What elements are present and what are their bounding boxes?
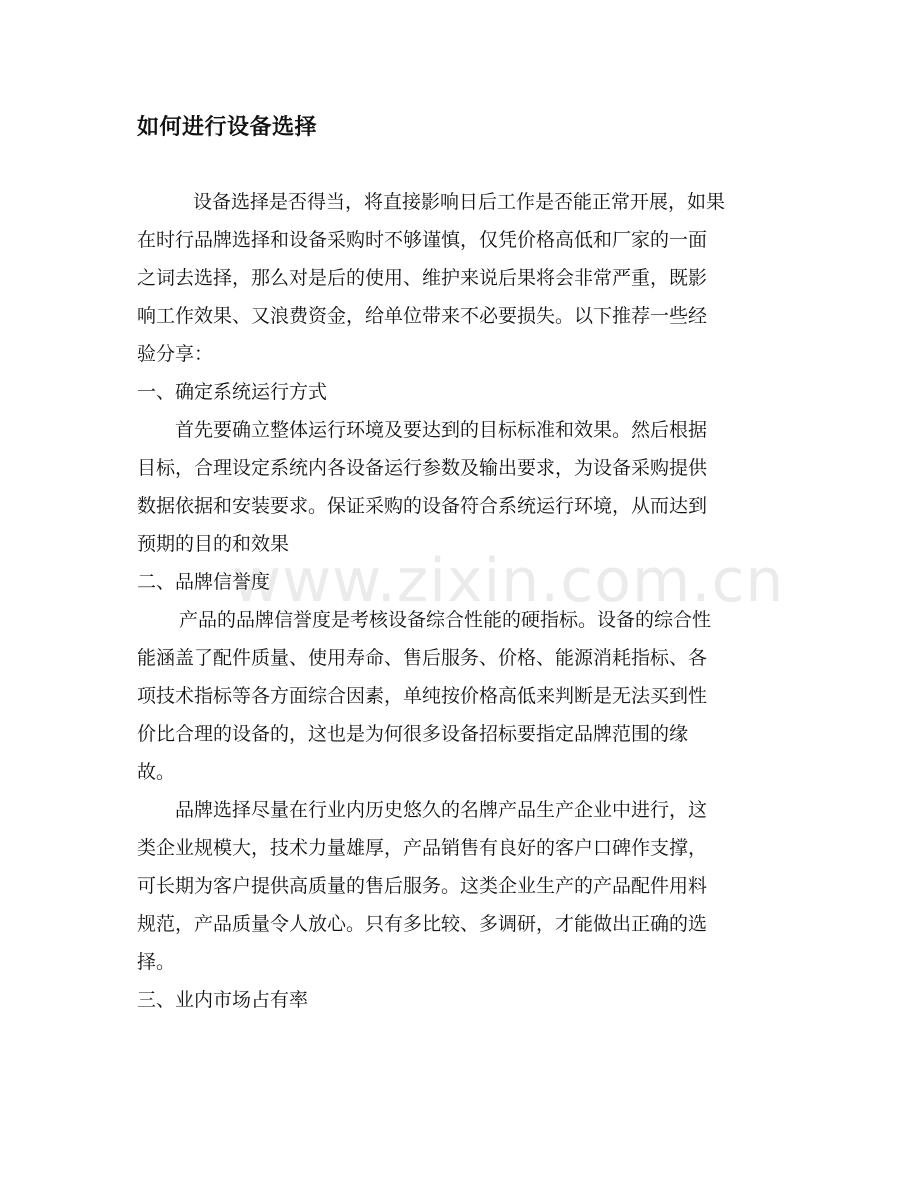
section-heading: 二、品牌信誉度 — [137, 571, 271, 593]
text-line: 验分享： — [137, 343, 214, 365]
text-line: 设备选择是否得当，将直接影响日后工作是否能正常开展，如果 — [193, 191, 726, 213]
text-line: 价比合理的设备的，这也是为何很多设备招标要指定品牌范围的缘 — [137, 723, 689, 745]
text-line: 目标，合理设定系统内各设备运行参数及输出要求，为设备采购提供 — [137, 457, 708, 479]
text-line: 响工作效果、又浪费资金，给单位带来不必要损失。以下推荐一些经 — [137, 305, 708, 327]
text-line: 首先要确立整体运行环境及要达到的目标标准和效果。然后根据 — [175, 419, 708, 441]
document-body — [137, 183, 777, 1019]
section-heading: 一、确定系统运行方式 — [137, 381, 328, 403]
text-line: 预期的目的和效果 — [137, 533, 290, 555]
text-line: 产品的品牌信誉度是考核设备综合性能的硬指标。设备的综合性 — [179, 609, 712, 631]
text-line: 数据依据和安装要求。保证采购的设备符合系统运行环境，从而达到 — [137, 495, 708, 517]
text-line: 项技术指标等各方面综合因素，单纯按价格高低来判断是无法买到性 — [137, 685, 708, 707]
text-line: 规范，产品质量令人放心。只有多比较、多调研，才能做出正确的选 — [137, 913, 708, 935]
document-title: 如何进行设备选择 — [137, 115, 318, 140]
text-line: 择。 — [137, 951, 176, 973]
text-line: 能涵盖了配件质量、使用寿命、售后服务、价格、能源消耗指标、各 — [137, 647, 708, 669]
text-line: 可长期为客户提供高质量的售后服务。这类企业生产的产品配件用料 — [137, 875, 708, 897]
text-line: 类企业规模大，技术力量雄厚，产品销售有良好的客户口碑作支撑， — [137, 837, 708, 859]
text-line: 品牌选择尽量在行业内历史悠久的名牌产品生产企业中进行，这 — [175, 799, 708, 821]
text-line: 之词去选择，那么对是后的使用、维护来说后果将会非常严重，既影 — [137, 267, 708, 289]
text-line: 在时行品牌选择和设备采购时不够谨慎，仅凭价格高低和厂家的一面 — [137, 229, 708, 251]
text-line: 故。 — [137, 761, 176, 783]
watermark: www.zixin.com.cn — [232, 546, 785, 616]
section-heading: 三、业内市场占有率 — [137, 989, 309, 1011]
